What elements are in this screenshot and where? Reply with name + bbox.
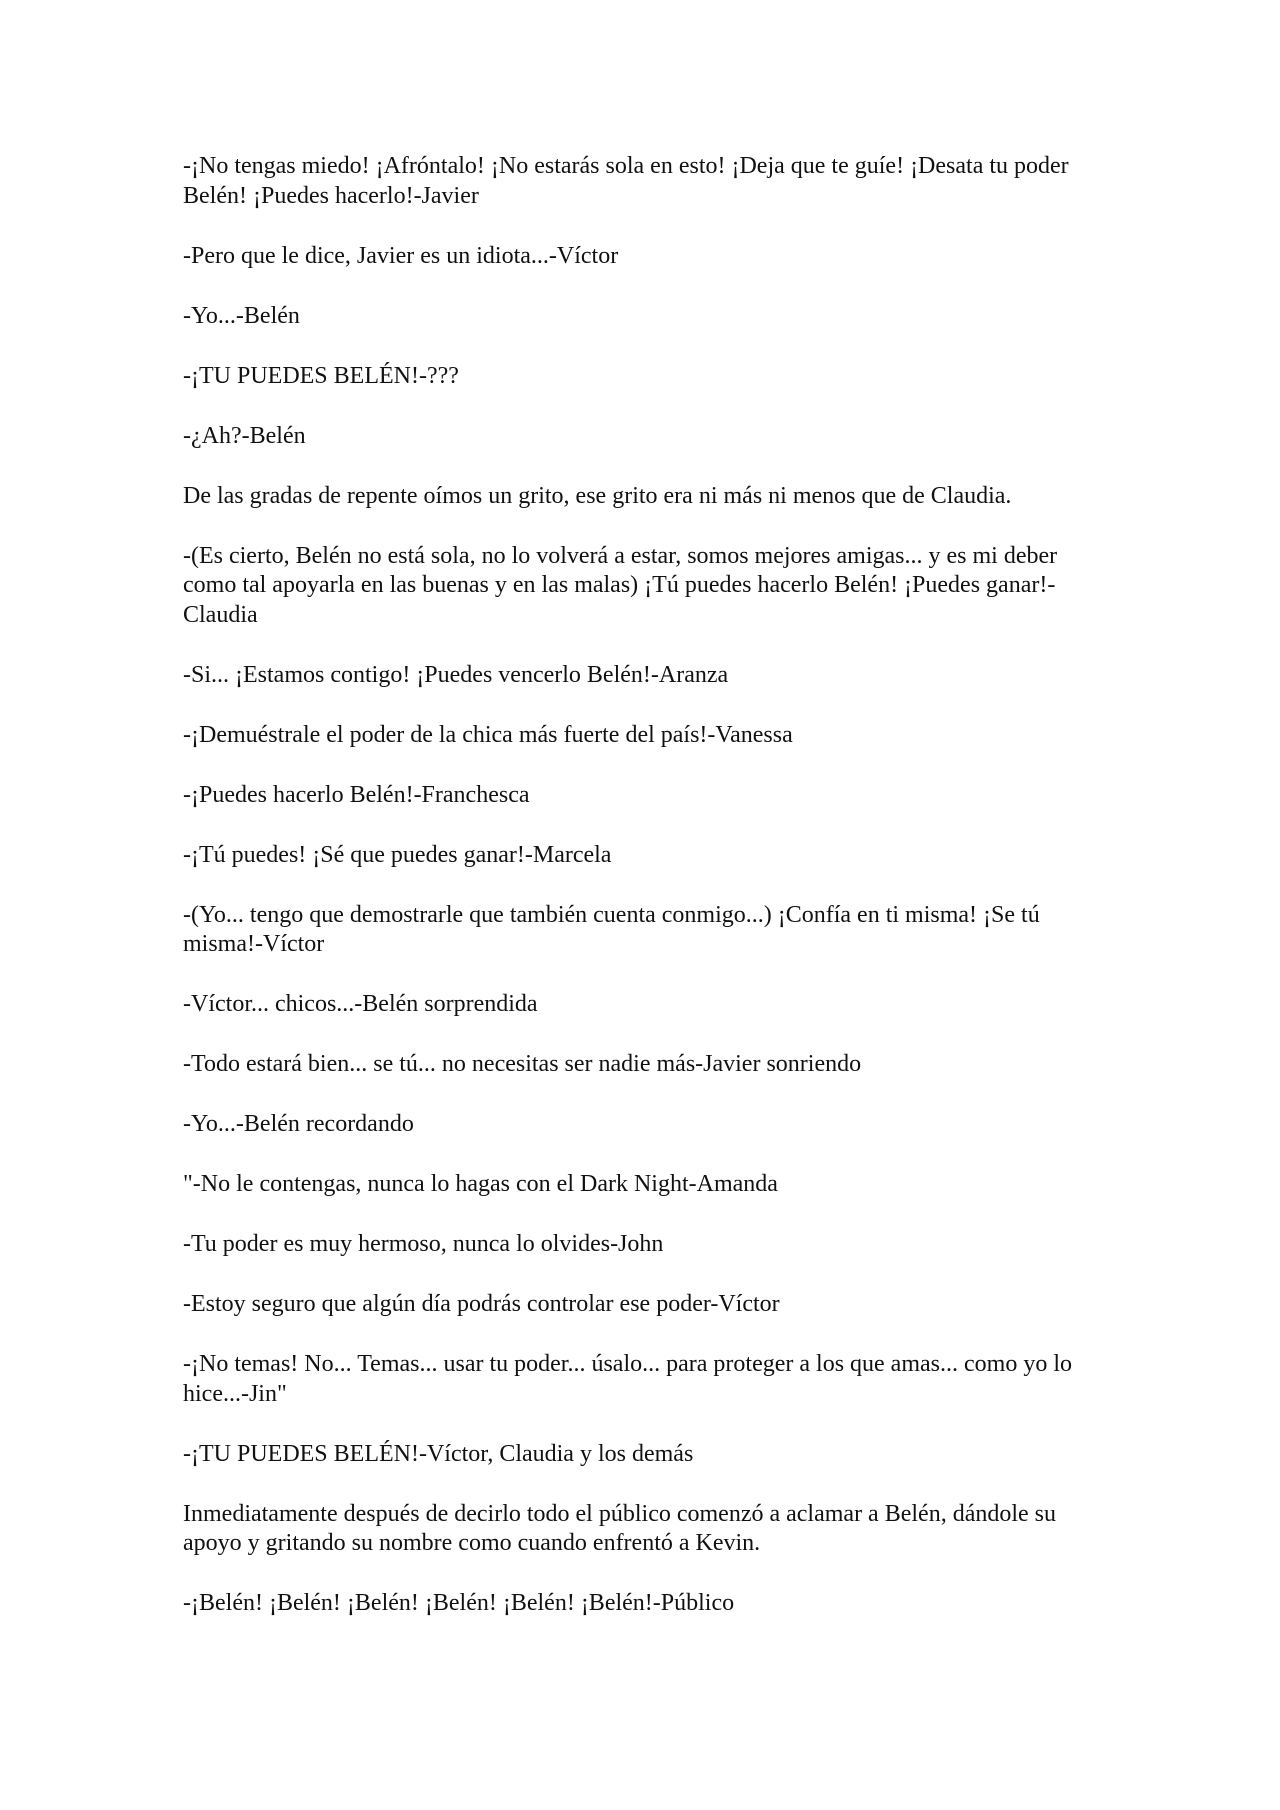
paragraph-memory-john: -Tu poder es muy hermoso, nunca lo olvides-John [183, 1231, 664, 1257]
paragraph-belen-moved: -Víctor... chicos...-Belén sorprendida [183, 991, 538, 1017]
paragraph-unknown-shout: -¡TU PUEDES BELÉN!-??? [183, 362, 459, 389]
paragraph-belen-surprised: -¿Ah?-Belén [183, 422, 306, 449]
paragraph-crowd-chant: -¡Belén! ¡Belén! ¡Belén! ¡Belén! ¡Belén! ¡Belén!-Público [183, 1590, 735, 1616]
paragraph-vanessa-cheer: -¡Demuéstrale el poder de la chica más fuerte del país!-Vanessa [183, 721, 793, 748]
paragraph-belen-hesitates: -Yo...-Belén [183, 302, 300, 329]
paragraph-victor-comment: -Pero que le dice, Javier es un idiota...-Víctor [183, 242, 619, 269]
paragraph-group-cheer: -¡TU PUEDES BELÉN!-Víctor, Claudia y los demás [183, 1440, 694, 1467]
paragraph-narration-crowd: Inmediatamente después de decirlo todo el público comenzó a aclamar a Belén, dándole su apoyo y gritando su nombre como cuando enfrentó a Kevin. [183, 1500, 1056, 1556]
paragraph-memory-amanda: "-No le contengas, nunca lo hagas con el Dark Night-Amanda [183, 1171, 778, 1197]
paragraph-claudia-cheer: -(Es cierto, Belén no está sola, no lo volverá a estar, somos mejores amigas... y es mi deber como tal apoyarla en las buenas y en las malas) ¡Tú puedes hacerlo Belén! ¡Puedes ganar!-Claudia [183, 542, 1058, 628]
document-page [183, 152, 1103, 1649]
paragraph-marcela-cheer: -¡Tú puedes! ¡Sé que puedes ganar!-Marcela [183, 841, 612, 868]
paragraph-victor-cheer: -(Yo... tengo que demostrarle que también cuenta conmigo...) ¡Confía en ti misma! ¡Se tú misma!-Víctor [183, 901, 1040, 957]
paragraph-memory-jin: -¡No temas! No... Temas... usar tu poder... úsalo... para proteger a los que amas... como yo lo hice...-Jin" [183, 1351, 1072, 1407]
paragraph-belen-remembering: -Yo...-Belén recordando [183, 1111, 414, 1137]
paragraph-javier-smiling: -Todo estará bien... se tú... no necesitas ser nadie más-Javier sonriendo [183, 1051, 862, 1077]
paragraph-aranza-cheer: -Si... ¡Estamos contigo! ¡Puedes vencerlo Belén!-Aranza [183, 661, 729, 688]
paragraph-javier-encourages: -¡No tengas miedo! ¡Afróntalo! ¡No estarás sola en esto! ¡Deja que te guíe! ¡Desata tu poder Belén! ¡Puedes hacerlo!-Javier [183, 153, 1069, 209]
paragraph-narration-claudia: De las gradas de repente oímos un grito, ese grito era ni más ni menos que de Claudia. [183, 482, 1012, 509]
paragraph-franchesca-cheer: -¡Puedes hacerlo Belén!-Franchesca [183, 781, 530, 808]
paragraph-memory-victor: -Estoy seguro que algún día podrás controlar ese poder-Víctor [183, 1291, 780, 1317]
